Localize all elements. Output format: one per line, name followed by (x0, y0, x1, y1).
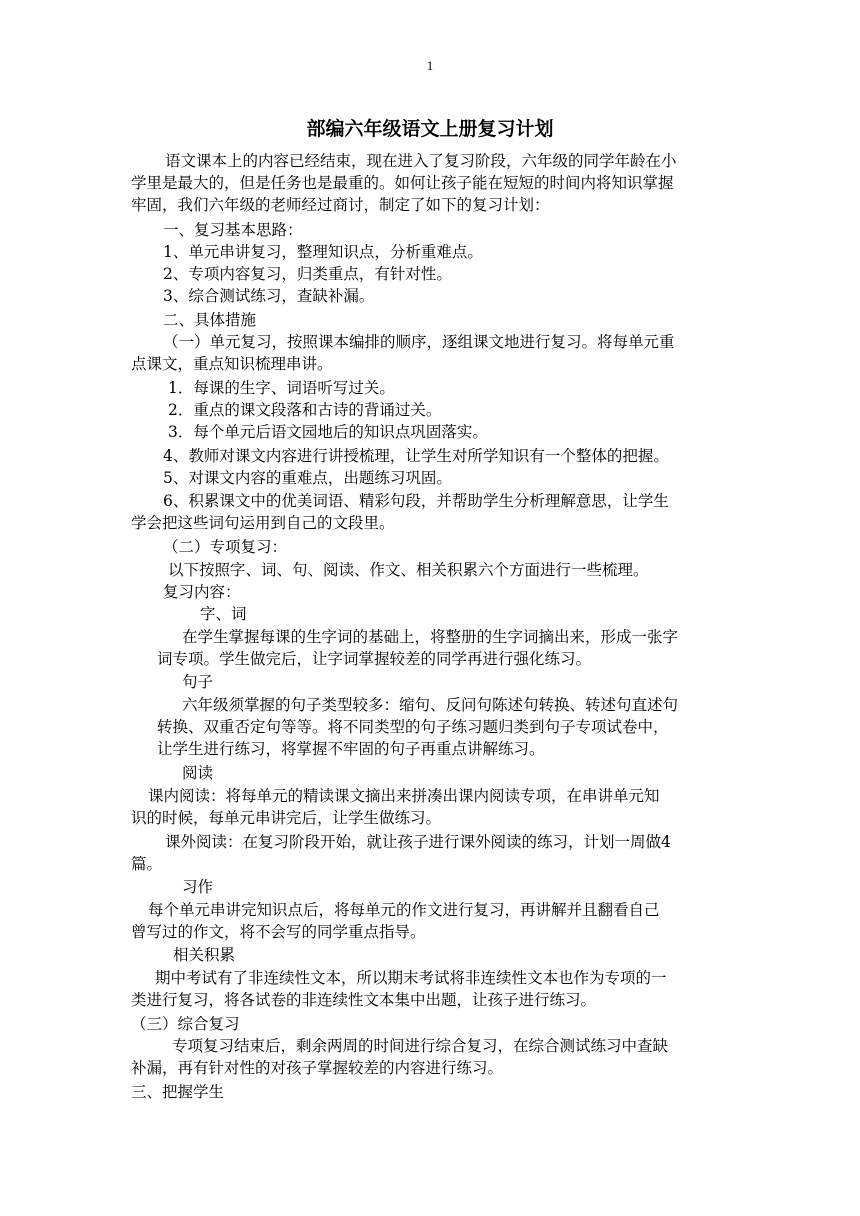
text-line: 让学生进行练习，将掌握不牢固的句子再重点讲解练习。 (157, 740, 545, 758)
text-line: 5、对课文内容的重难点，出题练习巩固。 (163, 469, 452, 487)
text-line: 6、积累课文中的优美词语、精彩句段，并帮助学生分析理解意思，让学生 (163, 492, 669, 510)
text-line: （二）专项复习： (163, 538, 288, 556)
text-line: 三、把握学生 (131, 1083, 225, 1101)
text-line: 词专项。学生做完后，让字词掌握较差的同学再进行强化练习。 (157, 650, 592, 668)
text-line: 每个单元串讲完知识点后，将每单元的作文进行复习，再讲解并且翻看自己 (148, 901, 660, 919)
text-line: 曾写过的作文，将不会写的同学重点指导。 (131, 923, 426, 941)
text-line: 期中考试有了非连续性文本，所以期末考试将非连续性文本也作为专项的一 (155, 969, 667, 987)
document-title: 部编六年级语文上册复习计划 (306, 118, 554, 140)
text-line: （一）单元复习，按照课本编排的顺序，逐组课文地进行复习。将每单元重 (163, 333, 675, 351)
text-line: 3．每个单元后语文园地后的知识点巩固落实。 (168, 423, 488, 441)
text-line: 以下按照字、词、句、阅读、作文、相关积累六个方面进行一些梳理。 (168, 561, 649, 579)
text-line: 1、单元串讲复习，整理知识点，分析重难点。 (163, 243, 483, 261)
text-line: 六年级须掌握的句子类型较多：缩句、反问句陈述句转换、转述句直述句 (182, 696, 679, 714)
text-line: 课内阅读：将每单元的精读课文摘出来拼凑出课内阅读专项，在串讲单元知 (148, 787, 660, 805)
text-line: 字、词 (200, 605, 247, 623)
text-line: 相关积累 (173, 946, 236, 964)
text-line: 补漏，再有针对性的对孩子掌握较差的内容进行练习。 (131, 1059, 504, 1077)
text-line: 一、复习基本思路： (163, 221, 303, 239)
text-line: 转换、双重否定句等等。将不同类型的句子练习题归类到句子专项试卷中， (157, 718, 669, 736)
text-line: 2、专项内容复习，归类重点，有针对性。 (163, 265, 452, 283)
text-line: 4、教师对课文内容进行讲授梳理，让学生对所学知识有一个整体的把握。 (163, 447, 669, 465)
text-line: 语文课本上的内容已经结束，现在进入了复习阶段，六年级的同学年龄在小 (165, 152, 677, 170)
text-line: （三）综合复习 (131, 1015, 240, 1033)
text-line: 点课文，重点知识梳理串讲。 (131, 355, 333, 373)
text-line: 1．每课的生字、词语听写过关。 (168, 379, 395, 397)
text-line: 篇。 (131, 855, 163, 873)
text-line: 类进行复习，将各试卷的非连续性文本集中出题，让孩子进行练习。 (131, 991, 597, 1009)
text-line: 课外阅读：在复习阶段开始，就让孩子进行课外阅读的练习，计划一周做4 (165, 833, 671, 851)
text-line: 识的时候，每单元串讲完后，让学生做练习。 (131, 809, 442, 827)
text-line: 牢固，我们六年级的老师经过商讨，制定了如下的复习计划： (131, 196, 550, 214)
text-line: 学会把这些词句运用到自己的文段里。 (131, 514, 395, 532)
text-line: 专项复习结束后，剩余两周的时间进行综合复习，在综合测试练习中查缺 (172, 1037, 669, 1055)
text-line: 2．重点的课文段落和古诗的背诵过关。 (168, 401, 442, 419)
text-line: 二、具体措施 (163, 311, 257, 329)
text-line: 复习内容： (163, 583, 241, 601)
text-line: 习作 (182, 878, 214, 896)
text-line: 句子 (182, 673, 214, 691)
text-line: 3、综合测试练习，查缺补漏。 (163, 287, 375, 305)
text-line: 在学生掌握每课的生字词的基础上，将整册的生字词摘出来，形成一张字 (182, 628, 679, 646)
text-line: 阅读 (182, 764, 214, 782)
page-number: 1 (426, 58, 434, 73)
text-line: 学里是最大的，但是任务也是最重的。如何让孩子能在短短的时间内将知识掌握 (131, 174, 674, 192)
